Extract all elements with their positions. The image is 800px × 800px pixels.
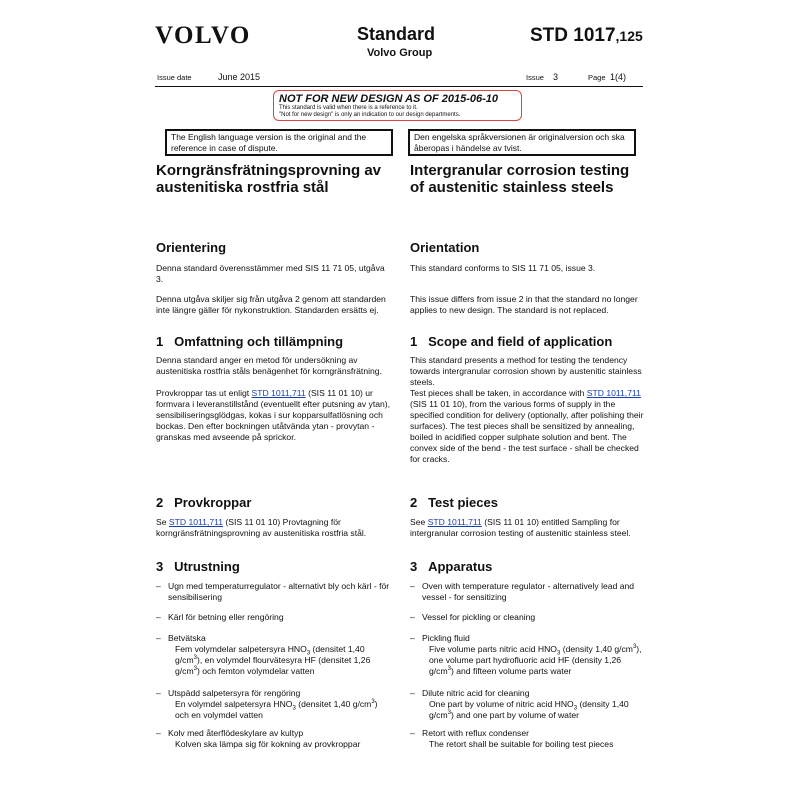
page-label: Page	[588, 73, 606, 82]
notice-title: NOT FOR NEW DESIGN AS OF 2015-06-10	[279, 93, 499, 105]
issue-label: Issue	[526, 73, 544, 82]
language-note-english: The English language version is the original and the reference in case of dispute.	[165, 129, 393, 156]
section-title: Provkroppar	[174, 495, 252, 510]
list-item: – Oven with temperature regulator - alternatively lead and vessel - for sensitizing	[410, 581, 635, 602]
not-for-new-design-notice	[273, 90, 522, 121]
section-title: Test pieces	[428, 495, 498, 510]
list-item-detail: En volymdel salpetersyra $HNO_3$ (densitet 1,40 $g/cm^3$) och en volymdel vatten	[175, 699, 378, 720]
english-orientation-para-2: This issue differs from issue 2 in that the standard no longer applies to new design. The standard is not replaced.	[410, 294, 638, 315]
issue-number: 3	[553, 72, 559, 82]
english-section-2-para: See STD 1011,711 (SIS 11 01 10) entitled Sampling for intergranular corrosion testing of austenitic stainless steel.	[410, 517, 631, 538]
swedish-orientation-para-1: Denna standard överensstämmer med SIS 11 71 05, utgåva 3.	[156, 263, 385, 284]
list-item: – Dilute nitric acid for cleaning One part by volume of nitric acid $HNO_3$ (density 1,40 $g/cm^3$) and one part by volume of water	[410, 688, 646, 721]
page-number: 1(4)	[610, 72, 627, 82]
section-title: Scope and field of application	[428, 334, 613, 349]
notice-line-2: "Not for new design" is only an indication to our design departments.	[279, 112, 461, 118]
section-number: 2	[410, 495, 418, 510]
section-title: Omfattning och tillämpning	[174, 334, 344, 349]
list-item-detail: One part by volume of nitric acid $HNO_3$ (density 1,40 $g/cm^3$) and one part by volume of water	[429, 699, 629, 720]
swedish-section-2-heading	[156, 495, 392, 510]
swedish-section-3-heading	[156, 559, 392, 574]
list-item: – Utspädd salpetersyra för rengöring En volymdel salpetersyra $HNO_3$ (densitet 1,40 $g/cm^3$) och en volymdel vatten	[156, 688, 392, 721]
swedish-title: Korngränsfrätningsprovning av austenitiska rostfria stål	[156, 162, 382, 196]
section-number: 3	[410, 559, 418, 574]
english-orientation-para-1: This standard conforms to SIS 11 71 05, issue 3.	[410, 263, 596, 273]
swedish-section-2-para: Se STD 1011,711 (SIS 11 01 10) Provtagning för korngränsfrätningsprovning av austenitiska rostfria stål.	[156, 517, 367, 538]
std-1011-711-link[interactable]: STD 1011,711	[251, 388, 306, 398]
list-item: – Kolv med återflödeskylare av kultyp Kolven ska lämpa sig för kokning av provkroppar	[156, 728, 392, 750]
english-section-1-para-2: Test pieces shall be taken, in accordance with STD 1011,711 (SIS 11 01 10), from the various forms of supply in the specified condition for delivery (optionally, after polishing their surfaces). The test pieces shall be sensitized by annealing, boiled in acidified copper sulphate solution and bent. The convex side of the bend - the test surface - shall be checked for cracks.	[410, 388, 644, 464]
notice-line-1: This standard is valid when there is a reference to it.	[279, 105, 418, 111]
list-item: – Betvätska Fem volymdelar salpetersyra $HNO_3$ (densitet 1,40 $g/cm^3$), en volymdel flourvätesyra HF (densitet 1,26 $g/cm^3$) och femton volymdelar vatten	[156, 633, 392, 677]
standard-number-main: STD 1017	[530, 25, 616, 46]
english-section-2-heading	[410, 495, 646, 510]
english-section-3-heading	[410, 559, 646, 574]
section-number: 3	[156, 559, 164, 574]
standard-number-suffix: ,125	[615, 28, 643, 44]
section-title: Apparatus	[428, 559, 493, 574]
volvo-logo: VOLVO	[155, 22, 251, 49]
list-item: – Kärl för betning eller rengöring	[156, 612, 284, 622]
english-section-1-heading	[410, 334, 646, 349]
std-1011-711-link[interactable]: STD 1011,711	[427, 517, 482, 527]
list-item: – Vessel for pickling or cleaning	[410, 612, 536, 622]
issue-date-label: Issue date	[157, 73, 192, 82]
list-item-detail: The retort shall be suitable for boiling test pieces	[429, 739, 614, 749]
english-orientation-heading: Orientation	[410, 240, 480, 255]
header-divider	[155, 86, 643, 87]
organization: Volvo Group	[367, 47, 433, 59]
std-1011-711-link[interactable]: STD 1011,711	[586, 388, 641, 398]
section-number: 1	[410, 334, 418, 349]
issue-date: June 2015	[218, 72, 261, 82]
list-item: – Retort with reflux condenser The retort shall be suitable for boiling test pieces	[410, 728, 646, 750]
document-type: Standard	[357, 24, 436, 44]
language-note-swedish: Den engelska språkversionen är originalversion och ska åberopas i händelse av tvist.	[408, 129, 636, 156]
swedish-orientation-para-2: Denna utgåva skiljer sig från utgåva 2 genom att standarden inte längre gäller för nykonstruktion. Standarden ersätts ej.	[156, 294, 386, 315]
english-title: Intergranular corrosion testing of austenitic stainless steels	[410, 162, 630, 196]
list-item-detail: Fem volymdelar salpetersyra $HNO_3$ (densitet 1,40 $g/cm^3$), en volymdel flourvätesyra HF (densitet 1,26 $g/cm^3$) och femton volymdelar vatten	[175, 644, 371, 676]
swedish-orientation-heading: Orientering	[156, 240, 227, 255]
list-item: – Pickling fluid Five volume parts nitric acid $HNO_3$ (density 1,40 $g/cm^3$), one volume part hydrofluoric acid HF (density 1,26 $g/cm^3$) and fifteen volume parts water	[410, 633, 646, 677]
list-item: – Ugn med temperaturregulator - alternativt bly och kärl - för sensibilisering	[156, 581, 390, 602]
standard-number	[530, 25, 643, 47]
swedish-section-1-para-2: Provkroppar tas ut enligt STD 1011,711 (SIS 11 01 10) ur formvara i leveranstillstånd (eventuellt efter putsning av ytan), sensibiliseringsglödgas, kokas i sur kopparsulfatlösning och bockas. Den efter bockningen utåtvända ytan - provytan - granskas med avseende på sprickor.	[156, 388, 391, 442]
section-number: 2	[156, 495, 164, 510]
swedish-section-1-para-1: Denna standard anger en metod för undersökning av austenitiska rostfria ståls benägenhet för korngränsfrätning.	[156, 355, 382, 376]
section-title: Utrustning	[174, 559, 240, 574]
std-1011-711-link[interactable]: STD 1011,711	[168, 517, 224, 527]
swedish-section-1-heading	[156, 334, 392, 349]
list-item-detail: Kolven ska lämpa sig för kokning av provkroppar	[175, 739, 361, 749]
section-number: 1	[156, 334, 164, 349]
english-section-1-para-1: This standard presents a method for testing the tendency towards intergranular corrosion shown by austenitic stainless steels.	[410, 355, 642, 387]
list-item-detail: Five volume parts nitric acid $HNO_3$ (density 1,40 $g/cm^3$), one volume part hydrofluoric acid HF (density 1,26 $g/cm^3$) and fifteen volume parts water	[429, 644, 642, 676]
